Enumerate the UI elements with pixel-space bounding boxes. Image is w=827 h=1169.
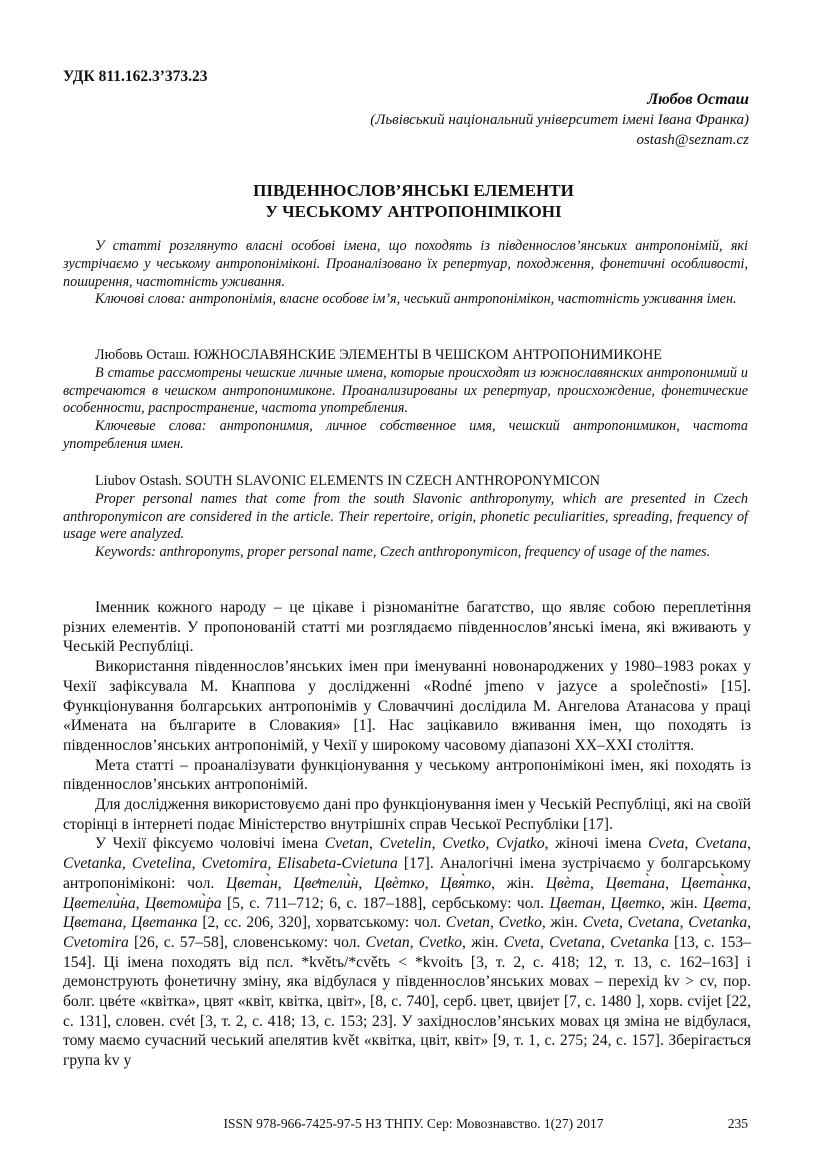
name-cvetan: Cvetan (324, 835, 369, 853)
p5-text: , жін. (661, 894, 704, 912)
p5-text: [5, с. 711–712; 6, с. 187–188], сербському: чол. (221, 894, 550, 912)
journal-footer: ISSN 978-966-7425-97-5 НЗ ТНПУ. Сер: Мовознавство. 1(27) 2017 (223, 1116, 604, 1131)
name-cvetelina: Cvetelina (131, 855, 192, 873)
abstract-en-text: Proper personal names that come from the south Slavonic anthroponymy, which are presented in Czech anthroponymicon are considered in the article. Their repertoire, origin, phonetic peculiarities, spreading, frequency of usage were analyzed. (63, 490, 748, 543)
bg-name: Цвя̀тко (440, 874, 492, 892)
name-cvetana: Cvetana (695, 835, 748, 853)
abstract-en-keywords: Keywords: anthroponyms, proper personal name, Czech anthroponymicon, frequency of usage of the names. (95, 544, 711, 561)
sr-name: Цветан, Цветко (549, 894, 662, 912)
author-email[interactable]: ostash@seznam.cz (636, 132, 749, 148)
abstract-en-heading: Liubov Ostash. SOUTH SLAVONIC ELEMENTS IN CZECH ANTHROPONYMICON (95, 473, 600, 489)
p5-text: , (600, 933, 611, 951)
p5-text: , (665, 874, 681, 892)
hr-name: Cveta (582, 914, 619, 932)
p5-text: [13, с. 153–154]. Ці імена походять від псл. *květъ/*cvětъ < *kvoitъ [3, т. 2, с. 418; 12, т. 13, с. 162–163] і демонструють фонетичну зміну, яка відбулася у південнослов’янських мовах – перехід kv > cv, пор. болг. цвéте «квітка», цвят «квіт, квітка, цвіт», [8, с. 740], серб. цвет, цвиjет [7, с. 1480 ], хорв. cvijet [22, с. 131], словен. cvét [3, т. 2, с. 418; 13, с. 153; 23]. У західнослов’янських мовах ця зміна не відбулася, тому маємо сучасний чеський апелятив květ «квітка, цвіт, квіт» [9, т. 1, с. 275; 24, с. 157]. Зберігається група kv у (63, 933, 752, 1070)
p5-text: , (358, 874, 374, 892)
abstract-ru-heading: Любовь Осташ. ЮЖНОСЛАВЯНСКИЕ ЭЛЕМЕНТЫ В ЧЕШСКОМ АНТРОПОНИМИКОНЕ (95, 347, 662, 363)
hr-name: Cvetana (627, 914, 680, 932)
p5-text: , (489, 914, 499, 932)
p5-text: , (424, 874, 441, 892)
p5-text: , (589, 874, 606, 892)
abstract-uk-keywords: Ключові слова: антропонімія, власне особове ім’я, чеський антропонімікон, частотність уживання імен. (95, 291, 737, 308)
p5-text: , (135, 894, 145, 912)
author-name: Любов Осташ (647, 91, 749, 108)
p5-text: , (431, 835, 443, 853)
author-block (370, 90, 749, 150)
sr-name: Цвета, Цветана, Цветанка (63, 894, 751, 932)
sl-name: Cvetana (549, 933, 601, 951)
sl-name: Cvetko (418, 933, 463, 951)
abstract-uk-text: У статті розглянуто власні особові імена, що походять із південнослов’янських антропонімій, які зустрічаємо у чеському антропоніміконі. Проаналізовано їх репертуар, походження, фонетичні особливості, поширення, частотність уживання. (63, 238, 748, 290)
bg-name: Цвета̀нка (680, 874, 748, 892)
p5-text: , (368, 835, 380, 853)
p5-text: [2, сс. 206, 320], хорватському: чол. (197, 914, 446, 932)
p5-text: , (684, 835, 696, 853)
p5-text: [17]. Аналогічні імена зустрічаємо у болгарському антропоніміконі: чол. (63, 855, 752, 892)
p5-text: , жін. (462, 933, 504, 951)
name-cvetanka: Cvetanka (63, 855, 122, 873)
hr-name: Cvetko (498, 914, 542, 932)
hr-name: Cvetomira (63, 933, 129, 951)
body-paragraph-4: Для дослідження використовуємо дані про функціонування імен у Чеській Республіці, які на своїй сторінці в інтернеті подає Міністерство внутрішніх справ Чеської Республіки [17]. (63, 796, 751, 833)
body-paragraph-5 (63, 834, 751, 1070)
sl-name: Cvetanka (610, 933, 669, 951)
bg-name: Цвеͭтели̇̀н (293, 874, 359, 892)
bg-name: Цветели̇̀на (63, 894, 136, 912)
bg-name: Цвѐтко (373, 874, 425, 892)
page-number: 235 (727, 1116, 748, 1131)
body-paragraph-1: Іменник кожного народу – це цікаве і різноманітне багатство, що являє собою переплетіння різних елементів. У пропонованій статті ми розглядаємо південнослов’янські імена, які вживають у Чеській Республіці. (63, 599, 751, 656)
bg-name: Цвета̀на (605, 874, 666, 892)
p5-text: , (121, 855, 132, 873)
hr-name: Cvetan (445, 914, 490, 932)
name-cvetomira: Cvetomira, Elisabeta-Cvietuna (201, 855, 398, 873)
abstract-russian (63, 347, 748, 454)
p5-text: , жін. (541, 914, 583, 932)
title-line-1: ПІВДЕННОСЛОВ’ЯНСЬКІ ЕЛЕМЕНТИ (253, 181, 574, 200)
p5-text: , (409, 933, 419, 951)
title-line-2: У ЧЕСЬКОМУ АНТРОПОНІМІКОНІ (265, 202, 562, 221)
bg-name: Цвѐта (545, 874, 590, 892)
abstract-english (63, 473, 748, 562)
p5-text: У Чехії фіксуємо чоловічі імена (95, 835, 325, 853)
p5-text: , жін. (491, 874, 546, 892)
body-paragraph-3: Мета статті – проаналізувати функціонування у чеському антропоніміконі імен, які походять із південнослов’янських антропонімій. (63, 756, 751, 794)
udk-code: УДК 811.162.3’373.23 (63, 68, 208, 85)
p5-text: , (277, 874, 294, 892)
p5-text: , (539, 933, 549, 951)
p5-text: , (747, 835, 752, 853)
p5-text: , (747, 914, 752, 932)
sl-name: Cvetan (365, 933, 410, 951)
p5-text: [26, с. 57–58], словенському: чол. (128, 933, 366, 951)
sl-name: Cveta (503, 933, 540, 951)
p5-text: , жіночі імена (544, 835, 649, 853)
name-cveta: Cveta (648, 835, 685, 853)
p5-text: , (679, 914, 689, 932)
p5-text: , (619, 914, 628, 932)
bg-name: Цвета̀н (225, 874, 278, 892)
body-text (63, 598, 751, 1071)
name-cvetko: Cvetko, Cvjatko (442, 835, 545, 853)
p5-text: , (191, 855, 202, 873)
abstract-ru-text: В статье рассмотрены чешские личные имена, которые происходят из южнославянских антропонимий и встречаются в чешском антропонимиконе. Проанализированы их репертуар, происхождение, фонетические особенности, распространение, частота употребления. (63, 364, 748, 417)
abstract-ru-keywords: Ключевые слова: антропонимия, личное собственное имя, чешский антропонимикон, частота употребления имен. (63, 418, 748, 452)
hr-name: Cvetanka (688, 914, 748, 932)
p5-text: , (747, 874, 752, 892)
body-paragraph-2: Використання південнослов’янських імен при іменуванні новонароджених у 1980–1983 роках у Чехії зафіксувала М. Кнаппова у дослідженні «Rodné jmeno v jazyce a společnosti» [15]. Функціонування болгарських антропонімів у Словаччині дослідила М. Ангелова Атанасова у праці «Имената на българите в Словакия» [1]. Нас зацікавило вживання імен, що походять із південнослов’янських антропонімій, у Чехії у широкому часовому діапазоні XX–XXI століття. (63, 658, 751, 754)
paper-title (0, 180, 827, 222)
abstract-ukrainian (63, 238, 748, 309)
author-affiliation: (Львівський національний університет імені Івана Франка) (370, 112, 749, 128)
name-cvetelin: Cvetelin (379, 835, 432, 853)
bg-name: Цветоми̇̀ра (144, 894, 222, 912)
